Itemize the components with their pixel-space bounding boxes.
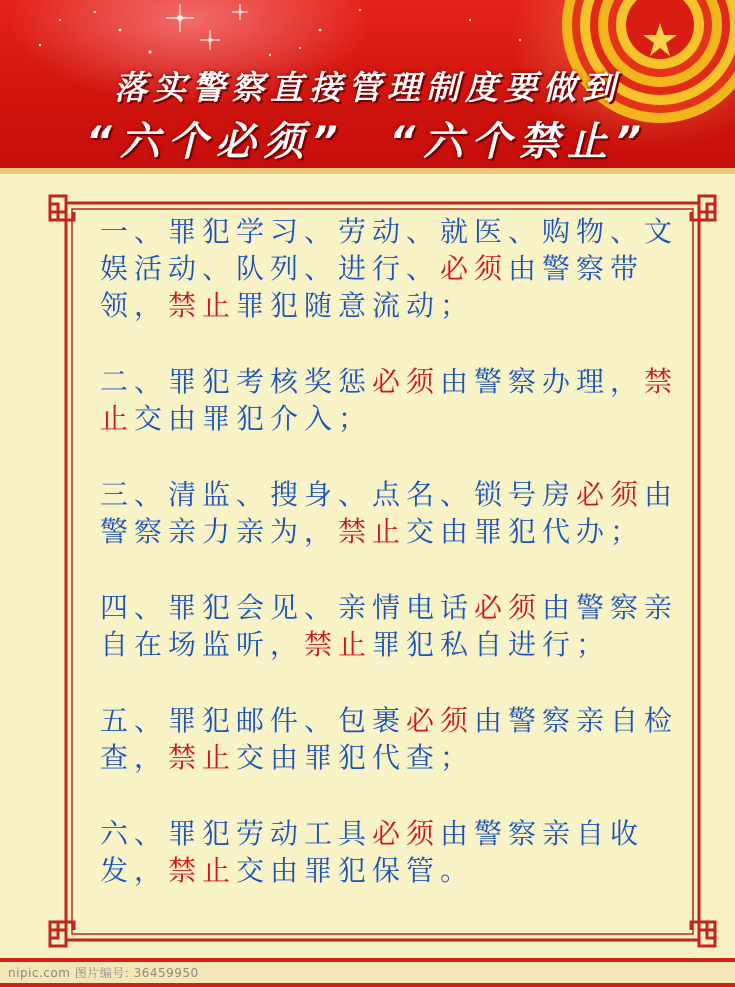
rule-text: 罪犯私自进行；: [372, 628, 611, 661]
page-title: 落实警察直接管理制度要做到: [114, 68, 621, 107]
must-keyword: 必须: [474, 591, 543, 624]
forbid-keyword: 禁止: [168, 289, 237, 322]
rule-text: 六、罪犯劳动工具: [100, 817, 373, 850]
rule-text: 一、罪犯学习、劳动、就医、购物、文娱活动、队列、进行、: [100, 215, 679, 285]
rule-text: 由警察亲自收发，: [100, 817, 645, 887]
forbid-keyword: 禁止: [168, 854, 237, 887]
watermark-text: nipic.com 图片编号: 36459950: [8, 966, 199, 980]
rule-item-5: [100, 702, 700, 776]
must-keyword: 必须: [576, 478, 645, 511]
rule-text: 交由罪犯保管。: [236, 854, 475, 887]
rule-text: 由警察亲自在场监听，: [100, 591, 679, 661]
must-keyword: 必须: [440, 252, 509, 285]
forbid-keyword: 禁止: [100, 365, 679, 435]
rule-item-2: [100, 363, 700, 437]
rule-text: 交由罪犯代办；: [406, 515, 645, 548]
forbid-keyword: 禁止: [338, 515, 407, 548]
rule-text: 由警察带领，: [100, 252, 645, 322]
forbid-keyword: 禁止: [304, 628, 373, 661]
rule-text: 四、罪犯会见、亲情电话: [100, 591, 475, 624]
rule-text: 交由罪犯代查；: [236, 741, 475, 774]
rule-item-6: [100, 815, 700, 889]
footer-divider: [0, 983, 735, 987]
page-subtitle: “六个必须” “六个禁止”: [86, 119, 649, 165]
rule-item-1: [100, 213, 700, 324]
rule-text: 二、罪犯考核奖惩: [100, 365, 373, 398]
must-keyword: 必须: [372, 365, 441, 398]
rule-text: 罪犯随意流动；: [236, 289, 475, 322]
rule-item-4: [100, 589, 700, 663]
rule-item-3: [100, 476, 700, 550]
rules-list: [100, 213, 700, 928]
forbid-keyword: 禁止: [168, 741, 237, 774]
rule-text: 三、清监、搜身、点名、锁号房: [100, 478, 577, 511]
rule-text: 由警察亲自检查，: [100, 704, 679, 774]
rule-text: 由警察亲力亲为，: [100, 478, 679, 548]
rule-text: 五、罪犯邮件、包裹: [100, 704, 407, 737]
rule-text: 交由罪犯介入；: [134, 402, 373, 435]
must-keyword: 必须: [406, 704, 475, 737]
must-keyword: 必须: [372, 817, 441, 850]
rule-text: 由警察办理，: [440, 365, 645, 398]
footer-divider: [0, 958, 735, 962]
